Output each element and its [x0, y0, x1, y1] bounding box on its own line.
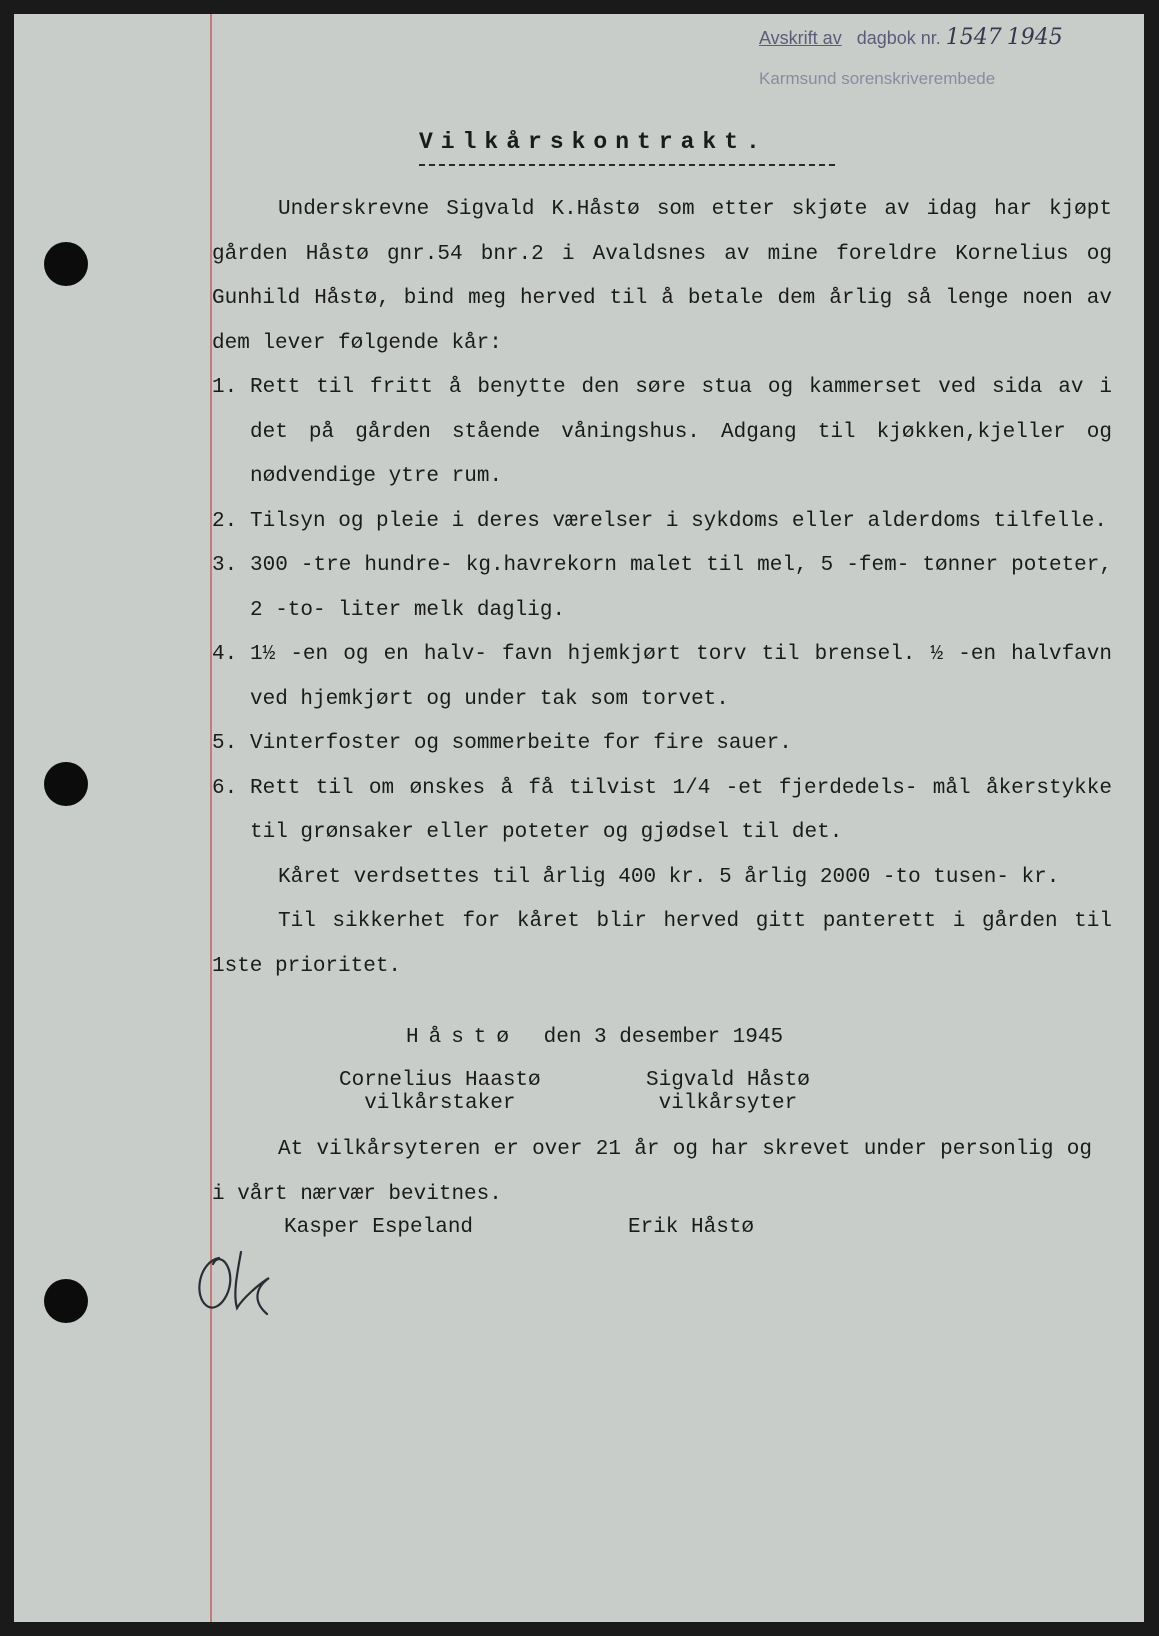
valuation-paragraph: Kåret verdsettes til årlig 400 kr. 5 årlig 2000 -to tusen- kr.	[278, 865, 1060, 889]
list-item	[212, 366, 1112, 500]
item-number: 6.	[212, 776, 238, 800]
item-text: 300 -tre hundre- kg.havrekorn malet til mel, 5 -fem- tønner poteter, 2 -to- liter melk daglig.	[250, 554, 1112, 622]
place-date-line	[406, 1026, 783, 1049]
stamp-label-diary: dagbok nr.	[856, 28, 941, 48]
item-text: Tilsyn og pleie i deres værelser i sykdoms eller alderdoms tilfelle.	[250, 509, 1107, 533]
intro-paragraph: Underskrevne Sigvald K.Håstø som etter skjøte av idag har kjøpt gården Håstø gnr.54 bnr.2 i Avaldsnes av mine foreldre Kornelius og Gunhild Håstø, bind meg herved til å betale dem årlig så lenge noen av dem lever følgende kår:	[212, 198, 1112, 355]
signature-role: vilkårsyter	[658, 1092, 798, 1115]
list-item	[212, 633, 1112, 722]
signature-name: Cornelius Haastø	[339, 1069, 541, 1092]
item-number: 2.	[212, 509, 238, 533]
stamp-office: Karmsund sorenskriverembede	[759, 68, 996, 88]
signature-block-taker	[339, 1069, 541, 1115]
item-text: Rett til fritt å benytte den søre stua og kammerset ved sida av i det på gården stående våningshus. Adgang til kjøkken,kjeller og nødvendige ytre rum.	[250, 376, 1112, 488]
place-name: Håstø	[406, 1026, 520, 1049]
item-text: Rett til om ønskes å få tilvist 1/4 -et fjerdedels- mål åkerstykke til grønsaker eller poteter og gjødsel til det.	[250, 776, 1112, 844]
document-page	[14, 14, 1144, 1622]
item-number: 3.	[212, 554, 238, 577]
stamp-year: 1945	[1006, 25, 1063, 50]
date-text: den 3 desember 1945	[543, 1026, 784, 1049]
item-text: 1½ -en og en halv- favn hjemkjørt torv til brensel. ½ -en halvfavn ved hjemkjørt og under tak som torvet.	[250, 643, 1112, 711]
item-text: Vinterfoster og sommerbeite for fire sauer.	[250, 732, 792, 755]
signature-name: Sigvald Håstø	[646, 1069, 810, 1092]
stamp-number: 1547	[945, 25, 1002, 50]
item-number: 4.	[212, 643, 238, 666]
attestation-text: At vilkårsyteren er over 21 år og har skrevet under personlig og i vårt nærvær bevitnes.	[212, 1138, 1092, 1206]
handwritten-initials	[189, 1244, 299, 1324]
witness-1: Kasper Espeland	[284, 1216, 474, 1239]
stamp-label-copy: Avskrift av	[759, 28, 842, 48]
list-item	[212, 767, 1112, 856]
list-item	[212, 500, 1112, 545]
title-underline	[419, 164, 835, 166]
signature-role: vilkårstaker	[364, 1092, 516, 1115]
security-paragraph: Til sikkerhet for kåret blir herved gitt panterett i gården til 1ste prioritet.	[212, 910, 1112, 978]
witness-2: Erik Håstø	[628, 1216, 755, 1239]
item-number: 1.	[212, 376, 238, 399]
attestation	[212, 1128, 1092, 1217]
list-item	[212, 722, 1112, 767]
signature-block-giver	[646, 1069, 810, 1115]
contract-body	[212, 188, 1112, 989]
punch-hole	[44, 762, 88, 806]
punch-hole	[44, 1279, 88, 1323]
list-item	[212, 544, 1112, 633]
punch-hole	[44, 242, 88, 286]
document-title: Vilkårskontrakt.	[419, 129, 768, 155]
item-number: 5.	[212, 732, 238, 755]
archive-stamp	[759, 24, 1063, 89]
